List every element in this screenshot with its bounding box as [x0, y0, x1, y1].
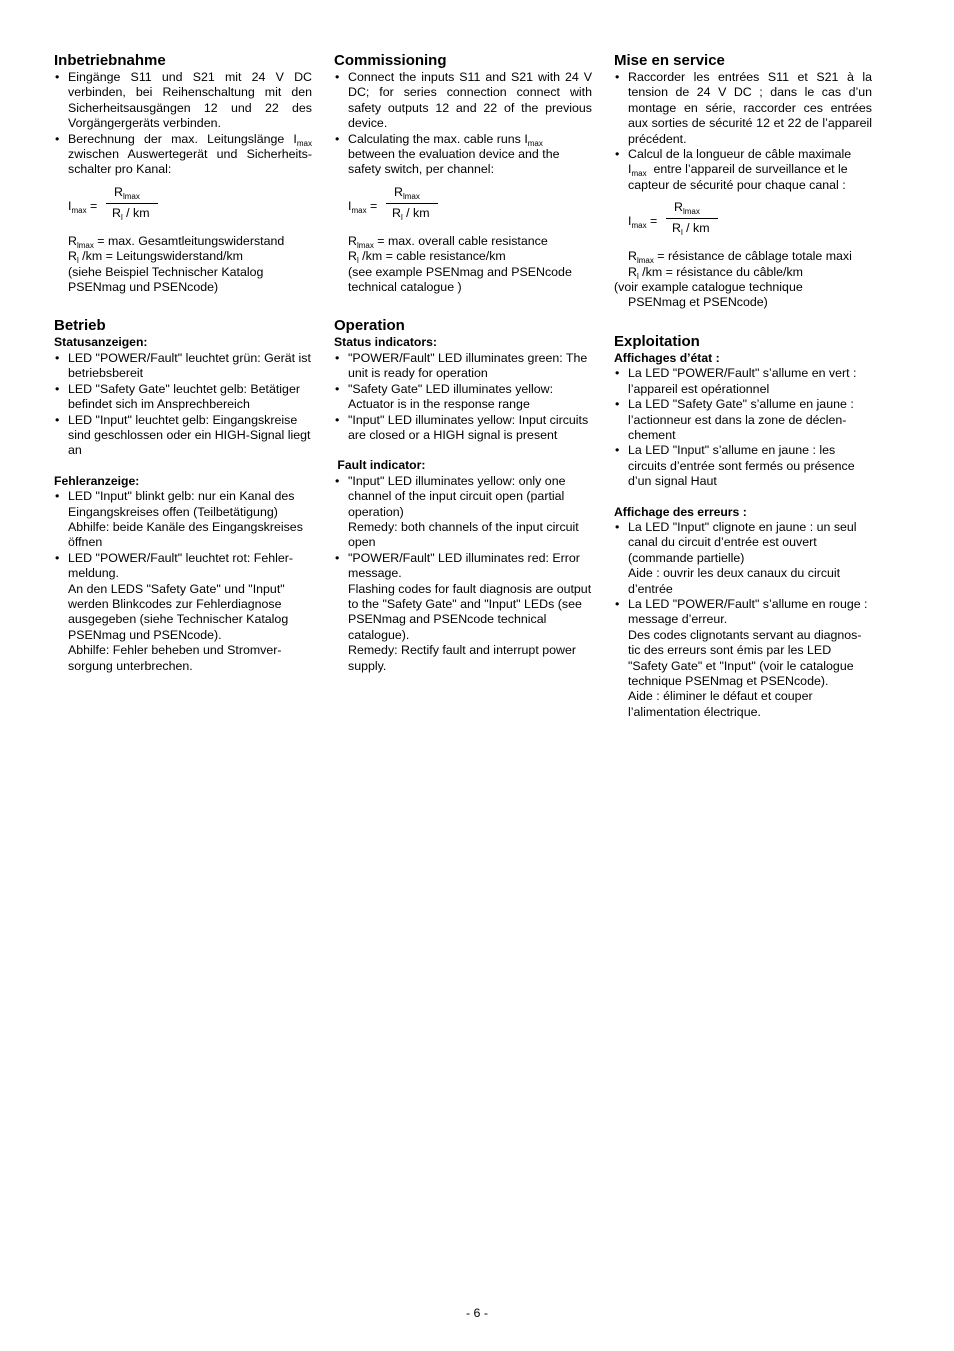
formula-symbol: R: [348, 233, 357, 248]
formula-symbol: R: [628, 249, 637, 264]
subscript: lmax: [122, 191, 140, 201]
formula-equals: =: [86, 198, 98, 213]
subscript: l: [120, 212, 123, 222]
fault-item: [614, 597, 872, 720]
commissioning-item-cable-length-fr: [614, 147, 872, 193]
fault-remedy: Abhilfe: beide Kanäle des Eingangskreises öffnen: [68, 519, 303, 550]
subscript: max: [631, 221, 647, 231]
status-item: • LED "POWER/Fault" leuchtet grün: Gerät ist betriebsbereit: [54, 351, 312, 382]
status-item: • "POWER/Fault" LED illuminates green: The unit is ready for operation: [334, 351, 592, 382]
formula-lhs: [348, 199, 377, 214]
status-heading-de: Statusanzeigen:: [54, 335, 148, 350]
fault-description: "Input" LED illuminates yellow: only one channel of the input circuit open (partial operation): [348, 473, 566, 519]
fraction-bar: [386, 203, 438, 204]
definition-text: /km = Leitungswiderstand/km: [78, 249, 243, 264]
formula-unit: / km: [402, 205, 430, 220]
section-title-commissioning-fr: Mise en service: [614, 52, 725, 69]
formula-symbol: R: [672, 221, 681, 236]
commissioning-item-cable-length-de: [54, 132, 312, 178]
column-english: [334, 52, 592, 674]
definition-rl-km: [68, 249, 312, 264]
status-item: • "Safety Gate" LED illuminates yellow: Actuator is in the response range: [334, 382, 592, 413]
formula-denominator: [672, 221, 710, 236]
definition-rlmax: [68, 234, 312, 249]
fault-list-fr: [614, 520, 872, 720]
subscript: max: [296, 138, 312, 148]
fault-detail: Des codes clignotants servant au diagnos-tic des erreurs sont émis par les LED "Safety Gate" et "Input" (voir le catalogue technique PSENmag et PSENcode).: [628, 627, 862, 688]
fault-remedy: Aide : éliminer le défaut et couper l’alimentation électrique.: [628, 689, 813, 719]
subscript: lmax: [636, 256, 654, 266]
subscript: lmax: [76, 240, 94, 250]
formula-denominator: [112, 206, 150, 221]
definition-rlmax: [348, 234, 592, 249]
formula-numerator: [114, 185, 140, 200]
text-fragment: Calculating the max. cable runs I: [348, 131, 528, 146]
status-item: • LED "Input" leuchtet gelb: Eingangskreise sind geschlossen oder ein HIGH-Signal liegt an: [54, 413, 312, 459]
subscript: l: [680, 228, 683, 238]
definition-text: = max. overall cable resistance: [373, 233, 548, 248]
fraction-bar: [666, 218, 718, 219]
subscript: lmax: [356, 240, 374, 250]
formula-definitions-de: [54, 234, 312, 296]
status-list-de: [54, 351, 312, 459]
section-title-operation-de: Betrieb: [54, 317, 106, 335]
fault-item: [54, 551, 312, 674]
status-item: • La LED "POWER/Fault" s’allume en vert : l’appareil est opérationnel: [614, 366, 872, 397]
formula-definitions-en: [334, 234, 592, 296]
definition-text: /km = résistance du câble/km: [638, 264, 803, 279]
formula-symbol: I: [628, 214, 632, 229]
status-heading-en: Status indicators:: [334, 335, 437, 350]
fault-detail: Flashing codes for fault diagnosis are output to the "Safety Gate" and "Input" LEDs (see PSENmag and PSENcode technical catalogue).: [348, 581, 592, 642]
status-item: • LED "Safety Gate" leuchtet gelb: Betätiger befindet sich im Ansprechbereich: [54, 382, 312, 413]
formula-lhs: [628, 214, 657, 229]
subscript: max: [351, 205, 367, 215]
formula-equals: =: [646, 214, 658, 229]
catalogue-reference-cont: PSENmag et PSENcode): [628, 295, 768, 310]
text-fragment: zwischen Auswertegerät und Sicherheits-schalter pro Kanal:: [68, 147, 312, 177]
commissioning-item-cable-length-en: [334, 132, 592, 178]
fault-description: LED "POWER/Fault" leuchtet rot: Fehler-meldung.: [68, 550, 294, 581]
page-number: - 6 -: [465, 1306, 489, 1320]
formula-lhs: [68, 199, 97, 214]
commissioning-item-inputs-de: • Eingänge S11 und S21 mit 24 V DC verbinden, bei Reihenschaltung mit den Sicherheitsausgängen 12 und 22 des Vorgängergeräts verbinden.: [54, 70, 312, 132]
commissioning-list-fr: [614, 70, 872, 193]
formula-unit: / km: [122, 205, 150, 220]
section-title-operation-en: Operation: [334, 317, 405, 335]
commissioning-list-en: [334, 70, 592, 178]
cable-length-formula-de: [54, 184, 312, 232]
catalogue-reference: (siehe Beispiel Technischer Katalog PSENmag und PSENcode): [68, 264, 264, 295]
subscript: max: [631, 169, 647, 179]
subscript: max: [527, 138, 543, 148]
text-fragment: Calcul de la longueur de câble maximale I: [628, 147, 852, 177]
fault-heading-fr: Affichage des erreurs :: [614, 504, 747, 519]
fault-item: [54, 489, 312, 551]
fraction-bar: [106, 203, 158, 204]
fault-remedy: Abhilfe: Fehler beheben und Stromver-sorgung unterbrechen.: [68, 643, 282, 673]
section-title-operation-fr: Exploitation: [614, 332, 700, 350]
status-list-en: [334, 351, 592, 443]
subscript: l: [76, 256, 79, 266]
formula-symbol: R: [674, 200, 683, 215]
definition-rl-km: [628, 265, 872, 280]
fault-description: La LED "POWER/Fault" s’allume en rouge : message d’erreur.: [628, 596, 868, 627]
status-heading-fr: Affichages d’état :: [614, 350, 720, 365]
definition-text: = résistance de câblage totale maxi: [653, 249, 852, 264]
formula-symbol: R: [628, 264, 637, 279]
formula-symbol: R: [112, 205, 121, 220]
definition-rlmax: [628, 249, 872, 264]
fault-item: [334, 474, 592, 551]
status-list-fr: [614, 366, 872, 489]
formula-symbol: R: [114, 184, 123, 199]
fault-description: La LED "Input" clignote en jaune : un seul canal du circuit d’entrée est ouvert (commande partielle): [628, 519, 857, 565]
status-item: • La LED "Input" s’allume en jaune : les circuits d’entrée sont fermés ou présence d’un signal Haut: [614, 443, 872, 489]
section-title-commissioning-en: Commissioning: [334, 52, 447, 69]
subscript: max: [71, 205, 87, 215]
fault-list-de: [54, 489, 312, 674]
definition-text: /km = cable resistance/km: [358, 249, 506, 264]
fault-remedy: Aide : ouvrir les deux canaux du circuit d’entrée: [628, 566, 841, 596]
subscript: l: [400, 212, 403, 222]
fault-heading-de: Fehleranzeige:: [54, 473, 140, 488]
fault-description: LED "Input" blinkt gelb: nur ein Kanal des Eingangskreises offen (Teilbetätigung): [68, 489, 295, 519]
commissioning-item-inputs-fr: • Raccorder les entrées S11 et S21 à la tension de 24 V DC ; dans le cas d’un montage en série, raccorder ces entrées aux sorties de sécurité 12 et 22 de l’appareil précédent.: [614, 70, 872, 147]
status-item: • La LED "Safety Gate" s’allume en jaune : l’actionneur est dans la zone de déclen-chement: [614, 397, 872, 443]
formula-equals: =: [366, 198, 378, 213]
formula-symbol: R: [68, 233, 77, 248]
formula-definitions-fr: [614, 249, 872, 311]
fault-heading-en: Fault indicator:: [334, 458, 426, 473]
fault-item: [614, 520, 872, 597]
fault-list-en: [334, 474, 592, 674]
fault-remedy: Remedy: Rectify fault and interrupt power supply.: [348, 643, 576, 673]
fault-detail: An den LEDS "Safety Gate" und "Input" werden Blinkcodes zur Fehlerdiagnose ausgegeben (siehe Technischer Katalog PSENmag und PSENcode).: [68, 581, 289, 642]
formula-symbol: R: [348, 249, 357, 264]
subscript: lmax: [402, 191, 420, 201]
formula-symbol: R: [392, 205, 401, 220]
commissioning-item-inputs-en: • Connect the inputs S11 and S21 with 24 V DC; for series connection connect with safety outputs 12 and 22 of the previous device.: [334, 70, 592, 132]
section-title-commissioning-de: Inbetriebnahme: [54, 52, 166, 69]
commissioning-list-de: [54, 70, 312, 178]
cable-length-formula-fr: [614, 199, 872, 247]
formula-symbol: I: [68, 198, 72, 213]
definition-rl-km: [348, 249, 592, 264]
formula-symbol: R: [68, 249, 77, 264]
formula-numerator: [394, 185, 420, 200]
cable-length-formula-en: [334, 184, 592, 232]
status-item: • "Input" LED illuminates yellow: Input circuits are closed or a HIGH signal is present: [334, 413, 592, 444]
definition-text: = max. Gesamtleitungswiderstand: [93, 233, 285, 248]
formula-denominator: [392, 206, 430, 221]
fault-description: "POWER/Fault" LED illuminates red: Error message.: [348, 550, 580, 581]
text-fragment: entre l’appareil de surveillance et le capteur de sécurité pour chaque canal :: [628, 162, 852, 192]
subscript: l: [636, 271, 639, 281]
formula-symbol: I: [348, 198, 352, 213]
column-french: [614, 52, 872, 720]
catalogue-reference: (voir example catalogue technique: [614, 280, 803, 295]
column-german: [54, 52, 312, 674]
text-fragment: between the evaluation device and the safety switch, per channel:: [348, 147, 560, 177]
formula-numerator: [674, 200, 700, 215]
subscript: l: [356, 256, 359, 266]
formula-symbol: R: [394, 184, 403, 199]
fault-item: [334, 551, 592, 674]
catalogue-reference: (see example PSENmag and PSENcode technical catalogue ): [348, 264, 572, 295]
fault-remedy: Remedy: both channels of the input circuit open: [348, 519, 579, 550]
text-fragment: Berechnung der max. Leitungslänge I: [68, 131, 297, 146]
formula-unit: / km: [682, 221, 710, 236]
subscript: lmax: [682, 207, 700, 217]
